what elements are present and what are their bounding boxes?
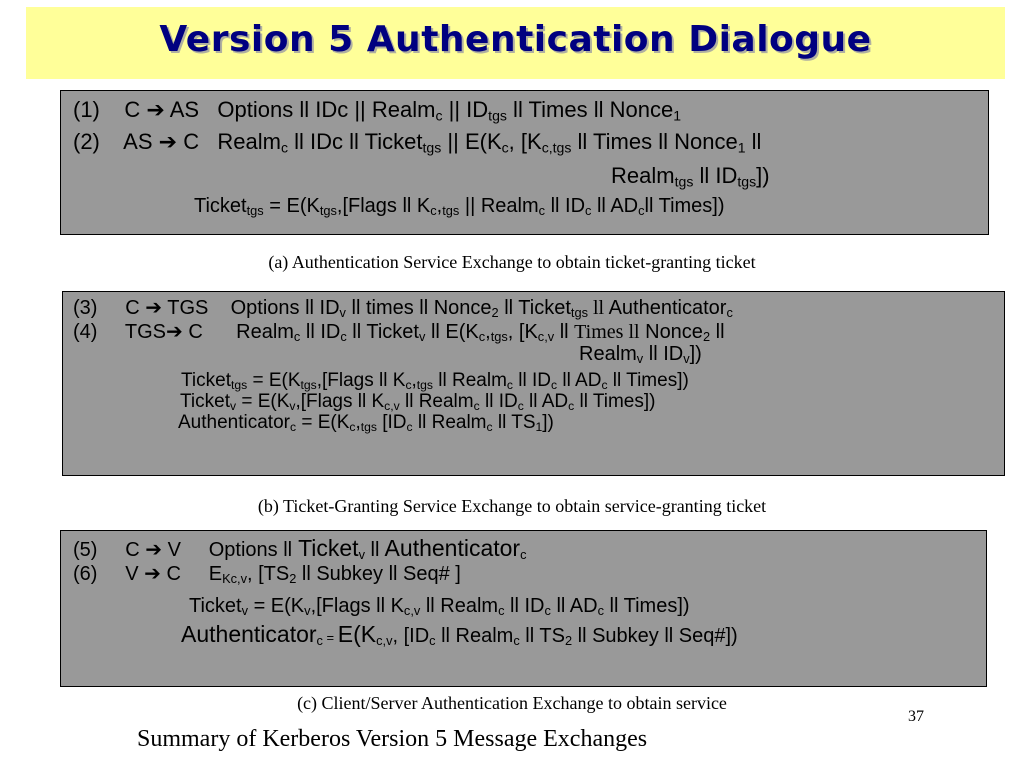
message-line-5 — [73, 535, 527, 562]
sender: V — [125, 563, 139, 585]
receiver: AS — [169, 97, 200, 122]
message-text: Options ll Ticket$_v$ ll Authenticator$_c$ — [208, 535, 527, 563]
sender: C — [125, 297, 140, 319]
step-number: (5) — [73, 539, 98, 561]
authenticator-formula: Authenticator$_c$ = $E(K_c,_{tgs}$ [$ID_c$ ll Realm$_c$ ll $TS_1$]) — [178, 412, 554, 435]
step-number: (1) — [73, 97, 100, 122]
panel-authentication-service — [60, 90, 989, 235]
page-number: 37 — [908, 708, 924, 725]
receiver: C — [188, 321, 203, 343]
message-line-2-continued: Realm$_{tgs}$ ll $ID_{tgs}$]) — [611, 163, 770, 190]
message-line-4-continued: Realm$_v$ ll $ID_v$]) — [579, 343, 702, 367]
step-number: (3) — [73, 297, 98, 319]
message-text: Realm$_c$ ll IDc ll Ticket$_{tgs}$ || $E(K_c$, [$K_{c,tgs}$ ll Times ll Nonce$_1$ ll — [217, 129, 762, 156]
message-line-6 — [73, 561, 461, 586]
receiver: TGS — [167, 297, 209, 319]
message-line-4 — [73, 319, 725, 344]
sender: TGS — [124, 321, 166, 343]
message-text: Options ll $ID_v$ ll times ll Nonce$_2$ ll Ticket$_{tgs}$ ll Authenticator$_c$ — [230, 297, 733, 321]
message-text: Realm$_c$ ll $ID_c$ ll Ticket$_v$ ll $E(K_c,_{tgs}$, [$K_{c,v}$ ll Times ll Nonce$_2$ ll — [236, 321, 725, 345]
right-arrow-icon: ➔ — [145, 295, 163, 319]
step-number: (4) — [73, 321, 98, 343]
ticket-v-formula: Ticket$_v$ = $E(K_v,[Flags$ ll $K_{c,v}$ ll Realm$_c$ ll $ID_c$ ll $AD_c$ ll Times]) — [189, 595, 690, 619]
panel-ticket-granting-service — [62, 291, 1005, 476]
ticket-v-formula: Ticket$_v$ = $E(K_v,[Flags$ ll $K_{c,v}$ ll Realm$_c$ ll $ID_c$ ll $AD_c$ ll Times]) — [180, 391, 656, 414]
title-bar — [26, 7, 1005, 79]
right-arrow-icon: ➔ — [144, 561, 161, 585]
step-number: (6) — [73, 563, 98, 585]
message-line-2 — [73, 129, 761, 155]
right-arrow-icon: ➔ — [146, 98, 165, 123]
sender: C — [125, 539, 140, 561]
message-text: Options ll IDc || Realm$_c$ || $ID_{tgs}$ ll Times ll Nonce$_1$ — [217, 97, 682, 124]
message-text: $E_{Kc,v}$, [$TS_2$ ll Subkey ll Seq# ] — [208, 563, 461, 587]
authenticator-formula: Authenticator$_c$ = $E(K_{c,v}$, [$ID_c$ ll Realm$_c$ ll $TS_2$ ll Subkey ll Seq#]) — [181, 621, 738, 649]
ticket-tgs-formula: Ticket$_{tgs}$ = $E(K_{tgs},[Flags$ ll $K_c,_{tgs}$ || Realm$_c$ ll $ID_c$ ll $AD_cll$ Times]) — [194, 195, 725, 219]
caption-c: (c) Client/Server Authentication Exchange to obtain service — [297, 693, 727, 713]
slide-summary: Summary of Kerberos Version 5 Message Exchanges — [137, 726, 648, 752]
message-line-1 — [73, 97, 681, 123]
receiver: C — [166, 563, 181, 585]
right-arrow-icon: ➔ — [166, 319, 183, 343]
ticket-tgs-formula: Ticket$_{tgs}$ = $E(K_{tgs},[Flags$ ll $K_c,_{tgs}$ ll Realm$_c$ ll $ID_c$ ll $AD_c$ ll Times]) — [181, 370, 689, 393]
slide-title: Version 5 Authentication Dialogue — [159, 19, 872, 60]
sender: C — [124, 97, 141, 122]
caption-a: (a) Authentication Service Exchange to obtain ticket-granting ticket — [268, 252, 756, 272]
receiver: V — [167, 539, 181, 561]
right-arrow-icon: ➔ — [145, 537, 163, 561]
right-arrow-icon: ➔ — [158, 130, 178, 155]
sender: AS — [123, 129, 153, 154]
panel-client-server-authentication — [60, 530, 987, 687]
receiver: C — [183, 129, 200, 154]
message-line-3 — [73, 295, 733, 320]
caption-b: (b) Ticket-Granting Service Exchange to obtain service-granting ticket — [257, 496, 767, 516]
step-number: (2) — [73, 129, 100, 154]
